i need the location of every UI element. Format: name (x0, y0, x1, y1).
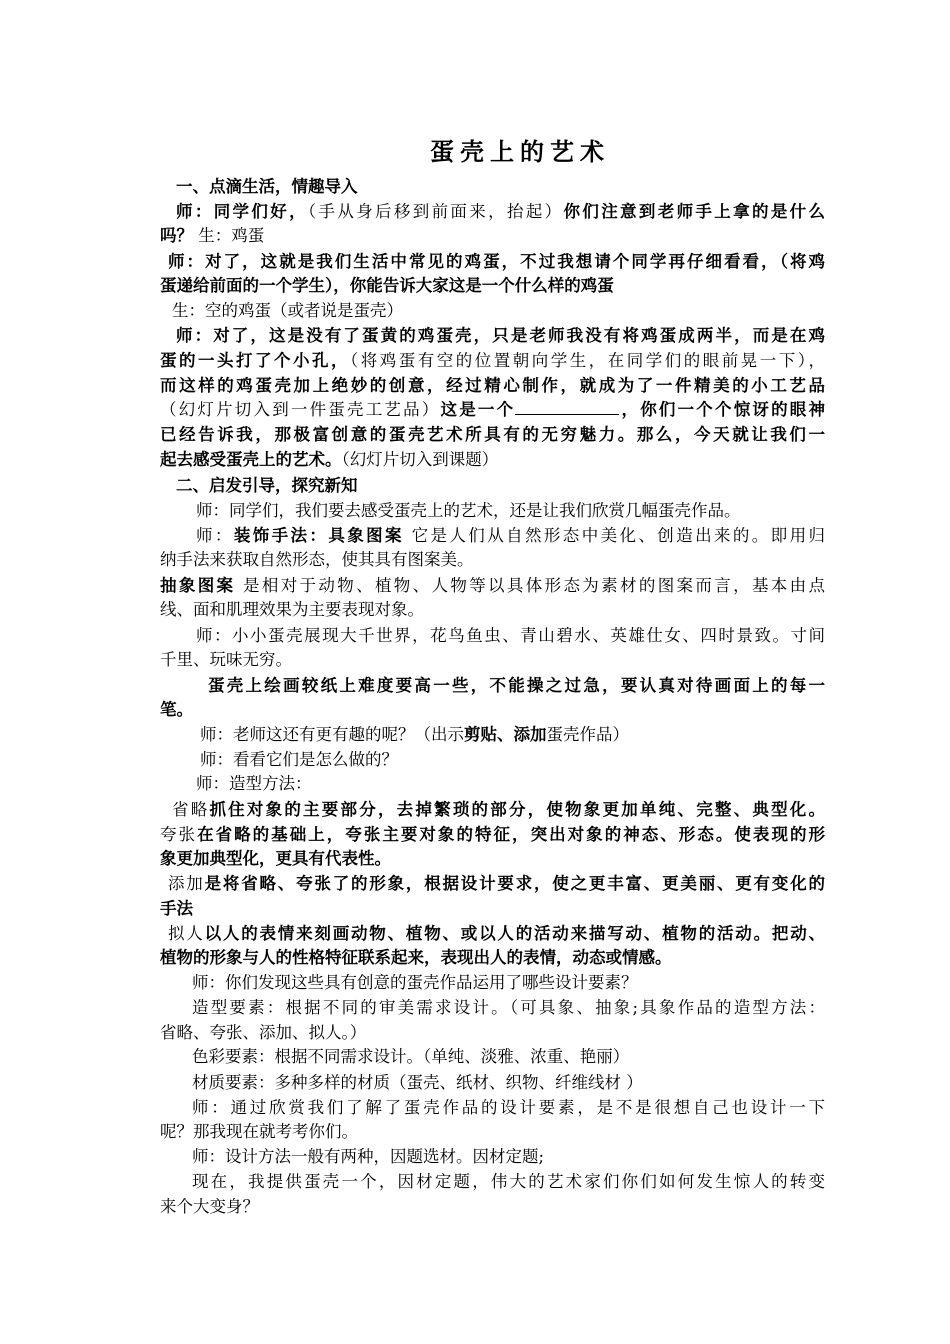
paragraph-line: 师：你们发现这些具有创意的蛋壳作品运用了哪些设计要素？ (192, 973, 638, 992)
paragraph-line: 师：对了，这是没有了蛋黄的鸡蛋壳，只是老师我没有将鸡蛋成两半，而是在鸡 (176, 326, 825, 345)
paragraph-line: 蛋壳上绘画较纸上难度要高一些，不能操之过急，要认真对待画面上的每一 (208, 676, 825, 695)
paragraph-line: 来个大变身？ (160, 1197, 259, 1216)
paragraph-line: 笔。 (160, 700, 193, 719)
paragraph-line: 吗？ 生：鸡蛋 (160, 226, 265, 245)
section-heading-2: 二、启发引导，探究新知 (176, 476, 358, 495)
paragraph-line: 色彩要素：根据不同需求设计。（单纯、淡雅、浓重、艳丽） (192, 1047, 630, 1066)
paragraph-line: 造型要素：根据不同的审美需求设计。（可具象、抽象;具象作品的造型方法： (192, 998, 825, 1017)
paragraph-line: 师：看看它们是怎么做的？ (200, 750, 398, 769)
paragraph-line: 植物的形象与人的性格特征联系起来，表现出人的表情，动态或情感。 (160, 948, 672, 967)
paragraph-line: 材质要素：多种多样的材质（蛋壳、纸材、织物、纤维线材 ） (192, 1073, 643, 1092)
paragraph-line: 象更加典型化，更具有代表性。 (160, 849, 391, 868)
paragraph-line: 线、面和肌理效果为主要表现对象。 (160, 600, 424, 619)
paragraph-line: 师：对了，这就是我们生活中常见的鸡蛋，不过我想请个同学再仔细看看，（将鸡 (168, 252, 825, 271)
paragraph-line: 现在，我提供蛋壳一个，因材定题，伟大的艺术家们你们如何发生惊人的转变 (192, 1172, 825, 1191)
paragraph-line: 起去感受蛋壳上的艺术。（幻灯片切入到课题） (160, 450, 499, 469)
paragraph-line: 师：同学们好，（手从身后移到前面来，抬起）你们注意到老师手上拿的是什么 (176, 202, 825, 221)
paragraph-line: 师：通过欣赏我们了解了蛋壳作品的设计要素，是不是很想自己也设计一下 (192, 1098, 825, 1117)
paragraph-line: 添加是将省略、夸张了的形象，根据设计要求，使之更丰富、更美丽、更有变化的 (168, 874, 825, 893)
paragraph-line: 蛋的一头打了个小孔，（将鸡蛋有空的位置朝向学生，在同学们的眼前晃一下）， (160, 351, 825, 370)
paragraph-line: 师：设计方法一般有两种，因题选材。因材定题; (192, 1147, 545, 1166)
paragraph-line: 而这样的鸡蛋壳加上绝妙的创意，经过精心制作，就成为了一件精美的小工艺品 (160, 376, 825, 395)
paragraph-line: 纳手法来获取自然形态，使其具有图案美。 (160, 550, 474, 569)
paragraph-line: 师：同学们，我们要去感受蛋壳上的艺术，还是让我们欣赏几幅蛋壳作品。 (196, 501, 741, 520)
fill-in-blank (515, 399, 619, 415)
paragraph-line: 蛋递给前面的一个学生），你能告诉大家这是一个什么样的鸡蛋 (160, 276, 614, 295)
paragraph-line: 已经告诉我，那极富创意的蛋壳艺术所具有的无穷魅力。那么，今天就让我们一 (160, 425, 825, 444)
paragraph-line: 手法 (160, 899, 193, 918)
paragraph-line: 呢？那我现在就考考你们。 (160, 1122, 358, 1141)
paragraph-line: 师：小小蛋壳展现大千世界，花鸟鱼虫、青山碧水、英雄仕女、四时景致。寸间 (196, 626, 825, 645)
paragraph-line: 省略、夸张、添加、拟人。） (160, 1023, 367, 1042)
paragraph-line: 师：造型方法： (196, 774, 312, 793)
paragraph-line: 抽象图案 是相对于动物、植物、人物等以具体形态为素材的图案而言，基本由点 (160, 576, 825, 595)
paragraph-line: 师：老师这还有更有趣的呢？（出示剪贴、添加蛋壳作品） (200, 725, 629, 744)
section-heading-1: 一、点滴生活，情趣导入 (176, 177, 358, 196)
paragraph-line: 省略抓住对象的主要部分，去掉繁琐的部分，使物象更加单纯、完整、典型化。 (172, 800, 825, 819)
student-reply: 生：空的鸡蛋（或者说是蛋壳） (172, 301, 403, 320)
paragraph-line: 夸张在省略的基础上，夸张主要对象的特征，突出对象的神态、形态。使表现的形 (160, 825, 825, 844)
page-title: 蛋壳上的艺术 (430, 138, 610, 166)
paragraph-line: 师：装饰手法：具象图案 它是人们从自然形态中美化、创造出来的。即用归 (196, 526, 825, 545)
paragraph-line: 拟人以人的表情来刻画动物、植物、或以人的活动来描写动、植物的活动。把动、 (168, 924, 825, 943)
paragraph-line: 千里、玩味无穷。 (160, 650, 292, 669)
paragraph-line: （幻灯片切入到一件蛋壳工艺品）这是一个 ，你们一个个惊讶的眼神 (160, 400, 825, 419)
